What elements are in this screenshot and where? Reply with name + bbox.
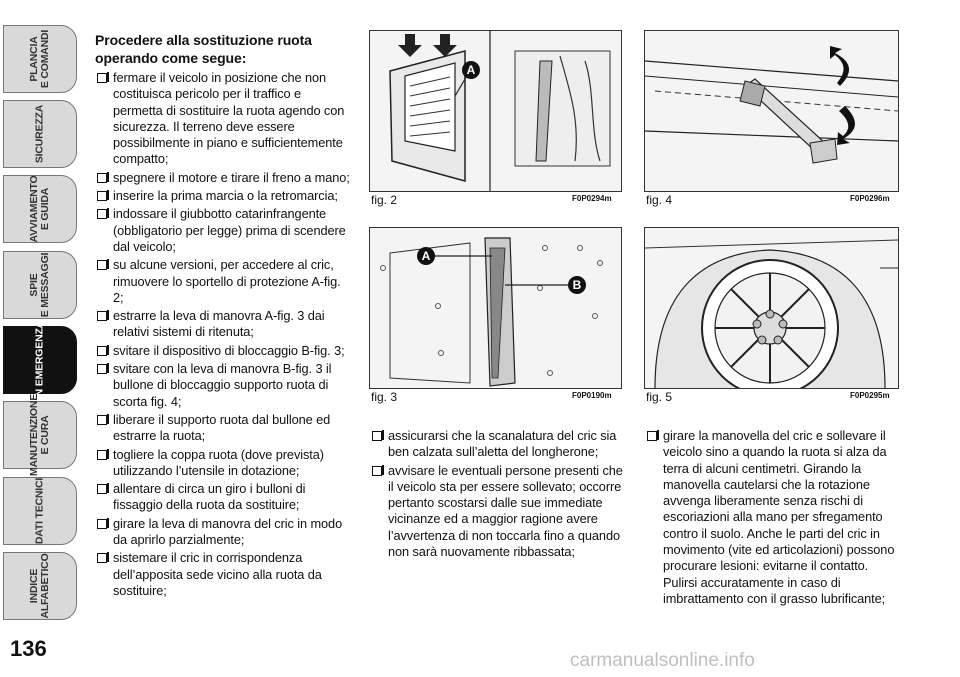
spare-wheel-bolt-illustration: [645, 31, 898, 191]
list-item: allentare di circa un giro i bulloni di fissaggio della ruota da sostituire;: [95, 481, 350, 514]
list-item: liberare il supporto ruota dal bullone ed estrarre la ruota;: [95, 412, 350, 445]
list-item: sistemare il cric in corrispondenza dell’apposita sede vicino alla ruota da sostituire;: [95, 550, 350, 599]
figure-2: [369, 30, 622, 192]
checkbox-bullet-icon: [97, 346, 107, 356]
wheel-illustration: [645, 228, 898, 388]
page-number: 136: [10, 636, 47, 661]
list-item: togliere la coppa ruota (dove prevista) utilizzando l’utensile in dotazione;: [95, 447, 350, 480]
column-2: [370, 428, 623, 562]
list-item: assicurarsi che la scanalatura del cric sia ben calzata sull’aletta del longherone;: [370, 428, 623, 461]
checkbox-bullet-icon: [97, 450, 107, 460]
checkbox-bullet-icon: [97, 519, 107, 529]
checkbox-bullet-icon: [97, 209, 107, 219]
column-3: [645, 428, 898, 609]
tab-sicurezza[interactable]: SICUREZZA: [3, 100, 77, 168]
figure-3: [369, 227, 622, 389]
tab-spie[interactable]: SPIE E MESSAGGI: [3, 251, 77, 319]
marker-a: A: [462, 61, 480, 79]
list-item: svitare il dispositivo di bloccaggio B-fig. 3;: [95, 343, 350, 359]
checkbox-bullet-icon: [97, 415, 107, 425]
chapter-tabs: [0, 0, 80, 640]
figure-5: [644, 227, 899, 389]
list-item: inserire la prima marcia o la retromarcia;: [95, 188, 350, 204]
marker-a: A: [417, 247, 435, 265]
checkbox-bullet-icon: [97, 553, 107, 563]
list-item: fermare il veicolo in posizione che non costituisca pericolo per il traffico e permetta di sostituire la ruota agendo con sicurezza. Il terreno deve essere possibilmente in piano e sufficientemente compatto;: [95, 70, 350, 168]
list-item: su alcune versioni, per accedere al cric, rimuovere lo sportello di protezione A-fig. 2;: [95, 257, 350, 306]
tab-avviamento[interactable]: AVVIAMENTO E GUIDA: [3, 175, 77, 243]
checkbox-bullet-icon: [97, 191, 107, 201]
list-item: avvisare le eventuali persone presenti che il veicolo sta per essere sollevato; occorre pertanto scostarsi dalle sue immediate vicinanze ed a maggior ragione avere l’avvertenza di non toccarla fino a quando non sarà nuovamente ribbassata;: [370, 463, 623, 561]
jack-lever-illustration: [370, 228, 621, 388]
checkbox-bullet-icon: [647, 431, 657, 441]
list-item: spegnere il motore e tirare il freno a mano;: [95, 170, 350, 186]
tab-dati-tecnici[interactable]: DATI TECNICI: [3, 477, 77, 545]
figure-3-code: F0P0190m: [572, 391, 612, 400]
tab-in-emergenza[interactable]: IN EMERGENZA: [3, 326, 77, 394]
checkbox-bullet-icon: [97, 73, 107, 83]
figure-4: [644, 30, 899, 192]
list-item: girare la manovella del cric e sollevare il veicolo sino a quando la ruota si alza da terra di alcuni centimetri. Girando la manovella cautelarsi che la rotazione avvenga liberamente senza rischi di escoriazioni alla mano per sfregamento contro il suolo. Anche le parti del cric in movimento (vite ed articolazioni) possono procurare lesioni: evitarne il contatto. Pulirsi accuratamente in caso di imbrattamento con il grasso lubrificante;: [645, 428, 898, 607]
checkbox-bullet-icon: [97, 364, 107, 374]
figure-4-code: F0P0296m: [850, 194, 890, 203]
jack-cover-illustration: [370, 31, 621, 191]
tab-plancia[interactable]: PLANCIA E COMANDI: [3, 25, 77, 93]
list-item: estrarre la leva di manovra A-fig. 3 dai relativi sistemi di ritenuta;: [95, 308, 350, 341]
checkbox-bullet-icon: [97, 173, 107, 183]
checkbox-bullet-icon: [372, 431, 382, 441]
figure-5-code: F0P0295m: [850, 391, 890, 400]
figure-2-caption: fig. 2: [371, 193, 398, 207]
figure-3-caption: fig. 3: [371, 390, 398, 404]
tab-manutenzione[interactable]: MANUTENZIONE E CURA: [3, 401, 77, 469]
list-item: indossare il giubbotto catarinfrangente (obbligatorio per legge) prima di scendere dal veicolo;: [95, 206, 350, 255]
checkbox-bullet-icon: [372, 466, 382, 476]
watermark: carmanualsonline.info: [570, 650, 755, 671]
checkbox-bullet-icon: [97, 311, 107, 321]
list-item: girare la leva di manovra del cric in modo da aprirlo parzialmente;: [95, 516, 350, 549]
section-heading: Procedere alla sostituzione ruota operando come segue:: [95, 32, 312, 66]
checkbox-bullet-icon: [97, 260, 107, 270]
tab-indice[interactable]: INDICE ALFABETICO: [3, 552, 77, 620]
column-1: [95, 31, 350, 601]
figure-2-code: F0P0294m: [572, 194, 612, 203]
list-item: svitare con la leva di manovra B-fig. 3 il bullone di bloccaggio supporto ruota di scorta fig. 4;: [95, 361, 350, 410]
figure-5-caption: fig. 5: [646, 390, 673, 404]
checkbox-bullet-icon: [97, 484, 107, 494]
figure-4-caption: fig. 4: [646, 193, 673, 207]
marker-b: B: [568, 276, 586, 294]
